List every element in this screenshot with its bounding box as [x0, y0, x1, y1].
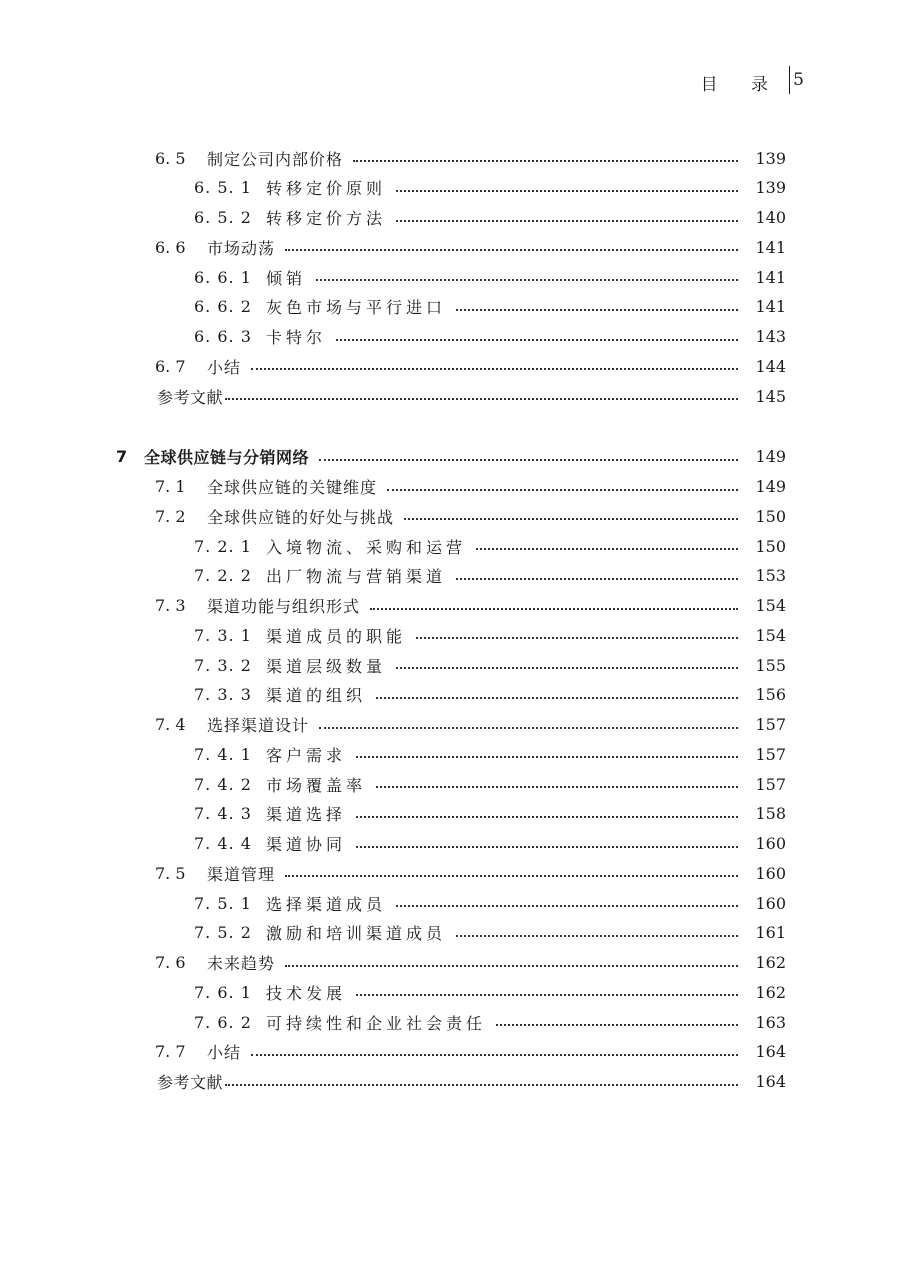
- toc-entry-title: 渠道成员的职能: [266, 626, 407, 646]
- toc-entry-page: 140: [755, 208, 786, 227]
- toc-entry-page: 139: [755, 148, 786, 168]
- dot-leader: [225, 398, 738, 400]
- toc-entry-title: 技术发展: [266, 983, 347, 1003]
- toc-chapter: [116, 443, 786, 471]
- toc-entry: [194, 293, 786, 321]
- dot-leader: [376, 697, 738, 699]
- toc-entry-page: 164: [755, 1042, 786, 1062]
- dot-leader: [285, 875, 738, 877]
- toc-entry: [194, 651, 786, 679]
- dot-leader: [356, 846, 738, 848]
- dot-leader: [396, 220, 738, 222]
- toc-entry-title: 选择渠道成员: [266, 894, 387, 914]
- toc-entry-page: 149: [755, 477, 786, 496]
- toc-entry: [194, 1008, 786, 1036]
- toc-entry: [155, 859, 786, 887]
- toc-entry: [194, 621, 786, 649]
- toc-entry-number: 7. 2. 2: [194, 566, 252, 586]
- toc-entry: [194, 204, 786, 232]
- toc-entry: [194, 740, 786, 768]
- dot-leader: [387, 489, 738, 491]
- toc-entry: [194, 562, 786, 590]
- toc-entry-title: 转移定价原则: [266, 179, 387, 199]
- toc-entry: [194, 978, 786, 1006]
- toc-entry-page: 160: [755, 863, 786, 883]
- toc-entry: [155, 502, 786, 530]
- toc-entry-page: 141: [755, 267, 786, 287]
- page-number: 5: [793, 70, 804, 90]
- toc-entry-page: 144: [755, 356, 786, 376]
- toc-entry-page: 155: [755, 655, 786, 675]
- dot-leader: [416, 637, 738, 639]
- dot-leader: [285, 249, 738, 251]
- toc-entry: [194, 800, 786, 828]
- dot-leader: [251, 1054, 738, 1056]
- toc-entry: [194, 889, 786, 917]
- dot-leader: [376, 786, 738, 788]
- toc-entry-page: 145: [755, 386, 786, 406]
- toc-entry-title: 全球供应链的好处与挑战: [207, 507, 395, 527]
- toc-entry-title: 渠道协同: [266, 835, 347, 854]
- toc-entry-page: 157: [755, 744, 786, 764]
- toc-entry: [155, 592, 786, 620]
- toc-references: [157, 382, 786, 410]
- dot-leader: [285, 965, 738, 967]
- toc-entry-title: 选择渠道设计: [207, 716, 310, 735]
- toc-entry-page: 156: [755, 685, 786, 705]
- toc-entry: [155, 352, 786, 380]
- toc-entry-number: 7. 6. 1: [194, 982, 252, 1002]
- dot-leader: [404, 518, 738, 520]
- toc-entry-title: 转移定价方法: [266, 209, 387, 228]
- toc-entry-number: 6. 6. 3: [194, 327, 252, 346]
- toc-entry-number: 6. 5: [155, 148, 186, 168]
- toc-entry-number: 6. 5. 2: [194, 208, 252, 227]
- toc-entry-page: 149: [755, 447, 786, 467]
- toc-entry: [155, 949, 786, 977]
- toc-entry-number: 6. 6. 2: [194, 297, 252, 317]
- dot-leader: [225, 1084, 738, 1086]
- toc-entry: [194, 323, 786, 351]
- toc-entry-number: 7. 4. 3: [194, 804, 252, 824]
- toc-entry-page: 157: [755, 715, 786, 734]
- toc-entry: [194, 770, 786, 798]
- dot-leader: [336, 339, 738, 341]
- dot-leader: [476, 548, 738, 550]
- toc-entry-number: 6. 5. 1: [194, 178, 252, 198]
- toc-references: [157, 1068, 786, 1096]
- toc-entry-number: 7. 4. 1: [194, 744, 252, 764]
- toc-entry-title: 渠道管理: [207, 864, 276, 884]
- toc-entry-number: 7. 7: [155, 1042, 186, 1062]
- toc-entry-number: 7. 2. 1: [194, 536, 252, 556]
- toc-entry: [155, 233, 786, 261]
- toc-entry: [155, 144, 786, 172]
- toc-entry-page: 143: [755, 327, 786, 346]
- toc-entry-title: 可持续性和企业社会责任: [266, 1013, 487, 1033]
- dot-leader: [356, 994, 738, 996]
- toc-entry-number: 7. 2: [155, 506, 186, 526]
- toc-entry-title: 渠道的组织: [266, 686, 367, 706]
- toc-entry-number: 7. 5: [155, 863, 186, 883]
- toc-entry-number: 7. 6. 2: [194, 1012, 252, 1032]
- toc-entry-title: 灰色市场与平行进口: [266, 298, 447, 318]
- toc-entry-page: 150: [755, 506, 786, 526]
- toc-entry-page: 150: [755, 536, 786, 556]
- toc-entry: [194, 830, 786, 858]
- toc-entry-title: 客户需求: [266, 745, 347, 765]
- toc-entry-title: 参考文献: [157, 1073, 224, 1092]
- toc-entry-page: 158: [755, 804, 786, 824]
- toc-entry-number: 7: [116, 447, 128, 467]
- dot-leader: [396, 905, 738, 907]
- toc-entry: [194, 174, 786, 202]
- toc-entry-number: 6. 7: [155, 356, 186, 376]
- dot-leader: [316, 279, 738, 281]
- running-head-divider: [789, 66, 790, 94]
- running-head-title: 目 录: [700, 75, 782, 95]
- toc-entry-title: 卡特尔: [266, 328, 327, 347]
- toc-entry-number: 7. 5. 2: [194, 923, 252, 943]
- dot-leader: [456, 578, 738, 580]
- toc-entry: [155, 473, 786, 501]
- toc-entry-page: 161: [755, 923, 786, 943]
- dot-leader: [456, 935, 738, 937]
- toc-entry: [194, 263, 786, 291]
- toc-entry-title: 市场动荡: [207, 238, 276, 258]
- dot-leader: [319, 459, 738, 461]
- dot-leader: [396, 667, 738, 669]
- toc-entry: [194, 532, 786, 560]
- toc-entry-title: 小结: [207, 357, 242, 377]
- toc-entry-title: 倾销: [266, 268, 307, 288]
- toc-entry-title: 入境物流、采购和运营: [266, 537, 467, 557]
- toc-entry-number: 7. 6: [155, 953, 186, 972]
- toc-entry-title: 市场覆盖率: [266, 775, 367, 795]
- toc-entry-title: 出厂物流与营销渠道: [266, 567, 447, 587]
- dot-leader: [356, 756, 738, 758]
- toc-entry-title: 未来趋势: [207, 954, 276, 973]
- toc-entry-number: 7. 5. 1: [194, 893, 252, 913]
- toc-entry-page: 164: [755, 1072, 786, 1091]
- toc-entry-number: 7. 3. 3: [194, 685, 252, 705]
- running-head: [700, 68, 820, 98]
- toc-entry-title: 制定公司内部价格: [207, 149, 344, 169]
- toc-entry-number: 6. 6. 1: [194, 267, 252, 287]
- toc-entry-number: 6. 6: [155, 237, 186, 257]
- toc-entry: [155, 1038, 786, 1066]
- toc-entry: [194, 919, 786, 947]
- dot-leader: [353, 160, 738, 162]
- toc-entry-number: 7. 3. 2: [194, 655, 252, 675]
- toc-entry-title: 全球供应链的关键维度: [207, 478, 378, 497]
- toc-entry-page: 157: [755, 774, 786, 794]
- dot-leader: [370, 608, 738, 610]
- dot-leader: [251, 368, 738, 370]
- toc-entry-title: 激励和培训渠道成员: [266, 924, 447, 944]
- toc-entry-title: 小结: [207, 1043, 242, 1063]
- toc-entry-page: 162: [755, 953, 786, 972]
- dot-leader: [319, 727, 738, 729]
- toc-entry-page: 153: [755, 566, 786, 586]
- toc-entry-page: 163: [755, 1012, 786, 1032]
- toc-entry-page: 141: [755, 237, 786, 257]
- toc-entry-number: 7. 3. 1: [194, 625, 252, 645]
- toc-entry-page: 162: [755, 982, 786, 1002]
- toc-entry-number: 7. 4: [155, 715, 186, 734]
- toc-entry-number: 7. 1: [155, 477, 186, 496]
- toc-entry-number: 7. 3: [155, 596, 186, 615]
- dot-leader: [356, 816, 738, 818]
- dot-leader: [396, 190, 738, 192]
- toc-entry-page: 160: [755, 893, 786, 913]
- toc-entry-title: 渠道功能与组织形式: [207, 597, 361, 616]
- toc-entry-title: 全球供应链与分销网络: [144, 448, 310, 468]
- toc-entry-page: 139: [755, 178, 786, 198]
- toc-entry-page: 141: [755, 297, 786, 317]
- toc-entry-number: 7. 4. 2: [194, 774, 252, 794]
- toc-entry-page: 160: [755, 834, 786, 853]
- toc-entry-page: 154: [755, 625, 786, 645]
- dot-leader: [456, 309, 738, 311]
- toc-entry-number: 7. 4. 4: [194, 834, 252, 853]
- dot-leader: [496, 1024, 738, 1026]
- toc-entry: [194, 681, 786, 709]
- toc-entry-title: 参考文献: [157, 387, 224, 407]
- toc-entry: [155, 711, 786, 739]
- toc-entry-page: 154: [755, 596, 786, 615]
- toc-entry-title: 渠道层级数量: [266, 656, 387, 676]
- toc-entry-title: 渠道选择: [266, 805, 347, 825]
